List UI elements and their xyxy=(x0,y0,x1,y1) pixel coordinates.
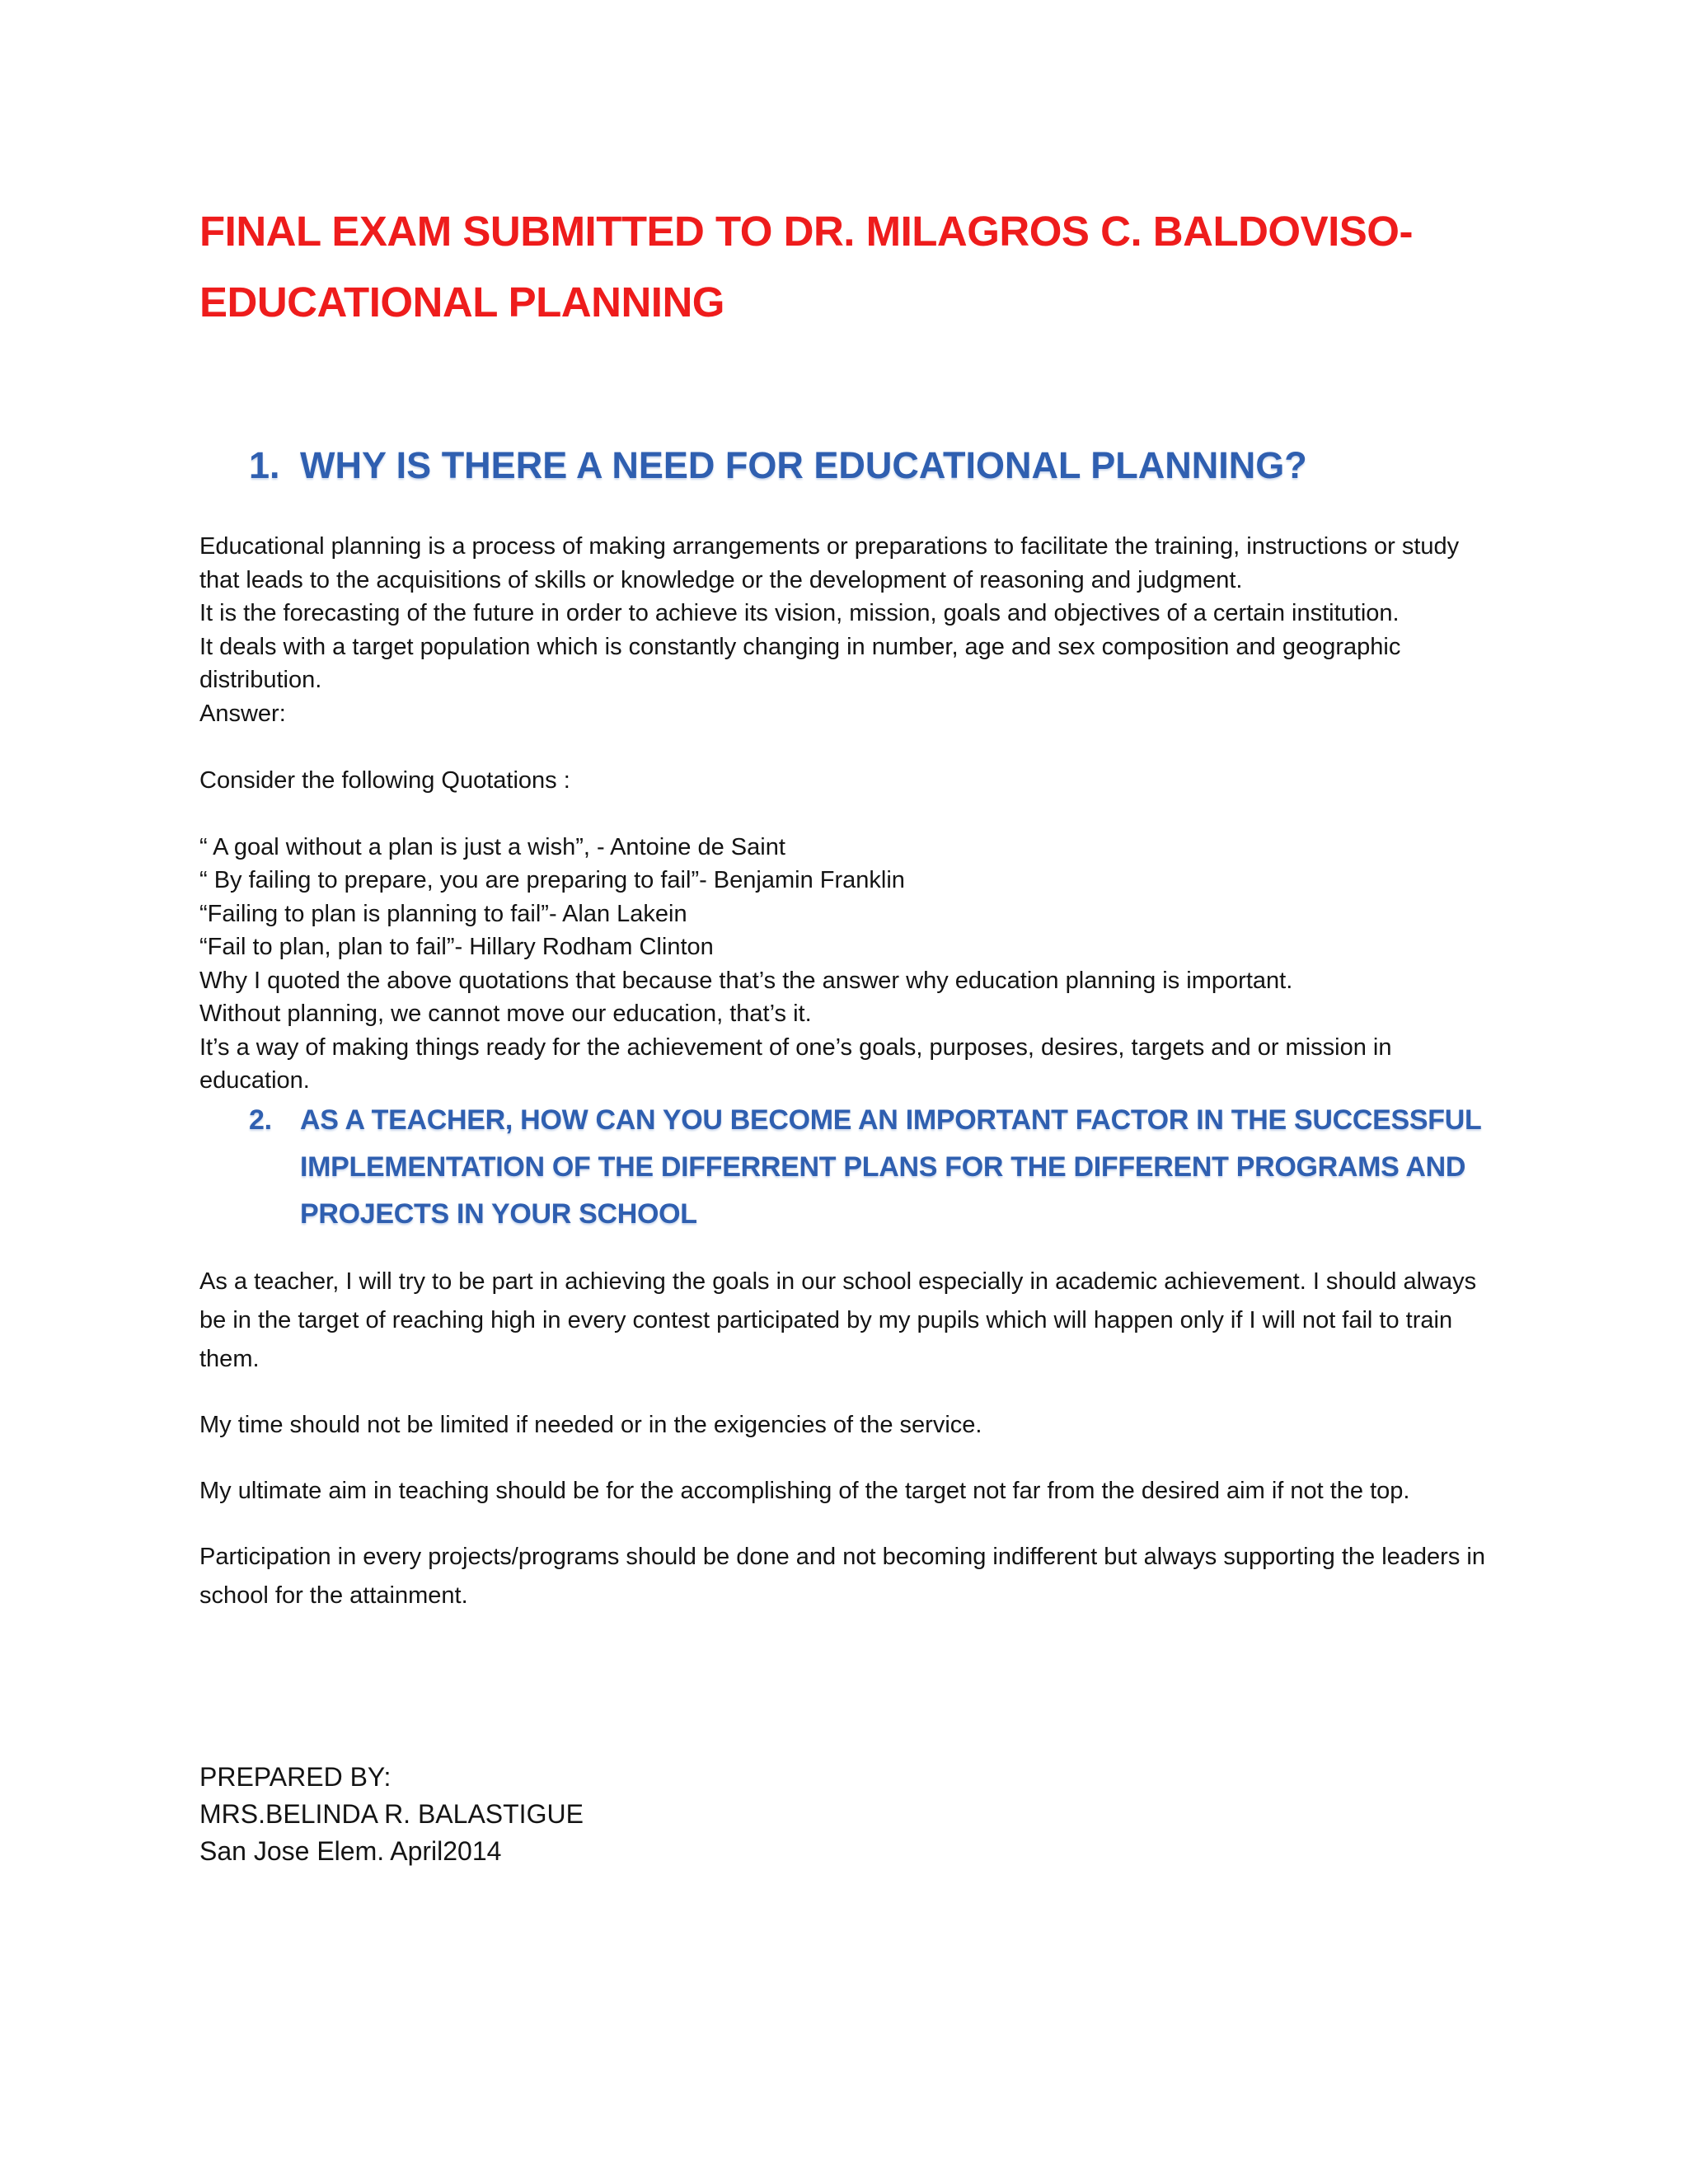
document-title: FINAL EXAM SUBMITTED TO DR. MILAGROS C. BALDOVISO-EDUCATIONAL PLANNING xyxy=(199,208,1413,326)
school-and-date: San Jose Elem. April2014 xyxy=(199,1836,502,1866)
section-1-heading-text: WHY IS THERE A NEED FOR EDUCATIONAL PLANNING? xyxy=(300,444,1307,486)
quotation: “ A goal without a plan is just a wish”, - Antoine de Saint xyxy=(199,833,785,860)
signature-block xyxy=(199,1759,584,1870)
section-2-number: 2. xyxy=(249,1104,272,1136)
spacer xyxy=(199,797,1502,831)
section-2-body xyxy=(199,1263,1502,1643)
paragraph: Why I quoted the above quotations that because that’s the answer why education planning is important. xyxy=(199,967,1293,994)
paragraph: It deals with a target population which is constantly changing in number, age and sex composition and geographic distribution. xyxy=(199,633,1401,693)
section-1-body xyxy=(199,530,1502,1098)
paragraph: It’s a way of making things ready for the achievement of one’s goals, purposes, desires, targets and or mission in education. xyxy=(199,1033,1392,1094)
quotation: “ By failing to prepare, you are preparing to fail”- Benjamin Franklin xyxy=(199,867,905,893)
paragraph: My ultimate aim in teaching should be for the accomplishing of the target not far from the desired aim if not the top. xyxy=(199,1478,1410,1504)
section-2-heading xyxy=(249,1097,1485,1238)
paragraph: As a teacher, I will try to be part in achieving the goals in our school especially in academic achievement. I should always be in the target of reaching high in every contest participated by my pupils which will happen only if I will not fail to train them. xyxy=(199,1268,1477,1372)
preparer-name: MRS.BELINDA R. BALASTIGUE xyxy=(199,1799,584,1829)
paragraph: My time should not be limited if needed or in the exigencies of the service. xyxy=(199,1412,982,1438)
spacer xyxy=(199,730,1502,764)
section-1-heading xyxy=(249,441,1307,490)
paragraph: Participation in every projects/programs should be done and not becoming indifferent but always supporting the leaders in school for the attainment. xyxy=(199,1544,1485,1609)
quotation: “Fail to plan, plan to fail”- Hillary Rodham Clinton xyxy=(199,934,714,960)
quotation: “Failing to plan is planning to fail”- Alan Lakein xyxy=(199,900,687,927)
prepared-by-label: PREPARED BY: xyxy=(199,1762,392,1792)
paragraph: It is the forecasting of the future in order to achieve its vision, mission, goals and objectives of a certain institution. xyxy=(199,600,1400,626)
section-2-heading-text: AS A TEACHER, HOW CAN YOU BECOME AN IMPORTANT FACTOR IN THE SUCCESSFUL IMPLEMENTATION OF THE DIFFERRENT PLANS FOR THE DIFFERENT PROGRAMS AND PROJECTS IN YOUR SCHOOL xyxy=(300,1104,1481,1230)
quotations-intro: Consider the following Quotations : xyxy=(199,766,570,794)
section-1-number: 1. xyxy=(249,444,280,486)
paragraph: Educational planning is a process of making arrangements or preparations to facilitate the training, instructions or study that leads to the acquisitions of skills or knowledge or the development of reasoning and judgment. xyxy=(199,533,1460,593)
answer-label: Answer: xyxy=(199,700,286,727)
paragraph: Without planning, we cannot move our education, that’s it. xyxy=(199,1001,812,1027)
